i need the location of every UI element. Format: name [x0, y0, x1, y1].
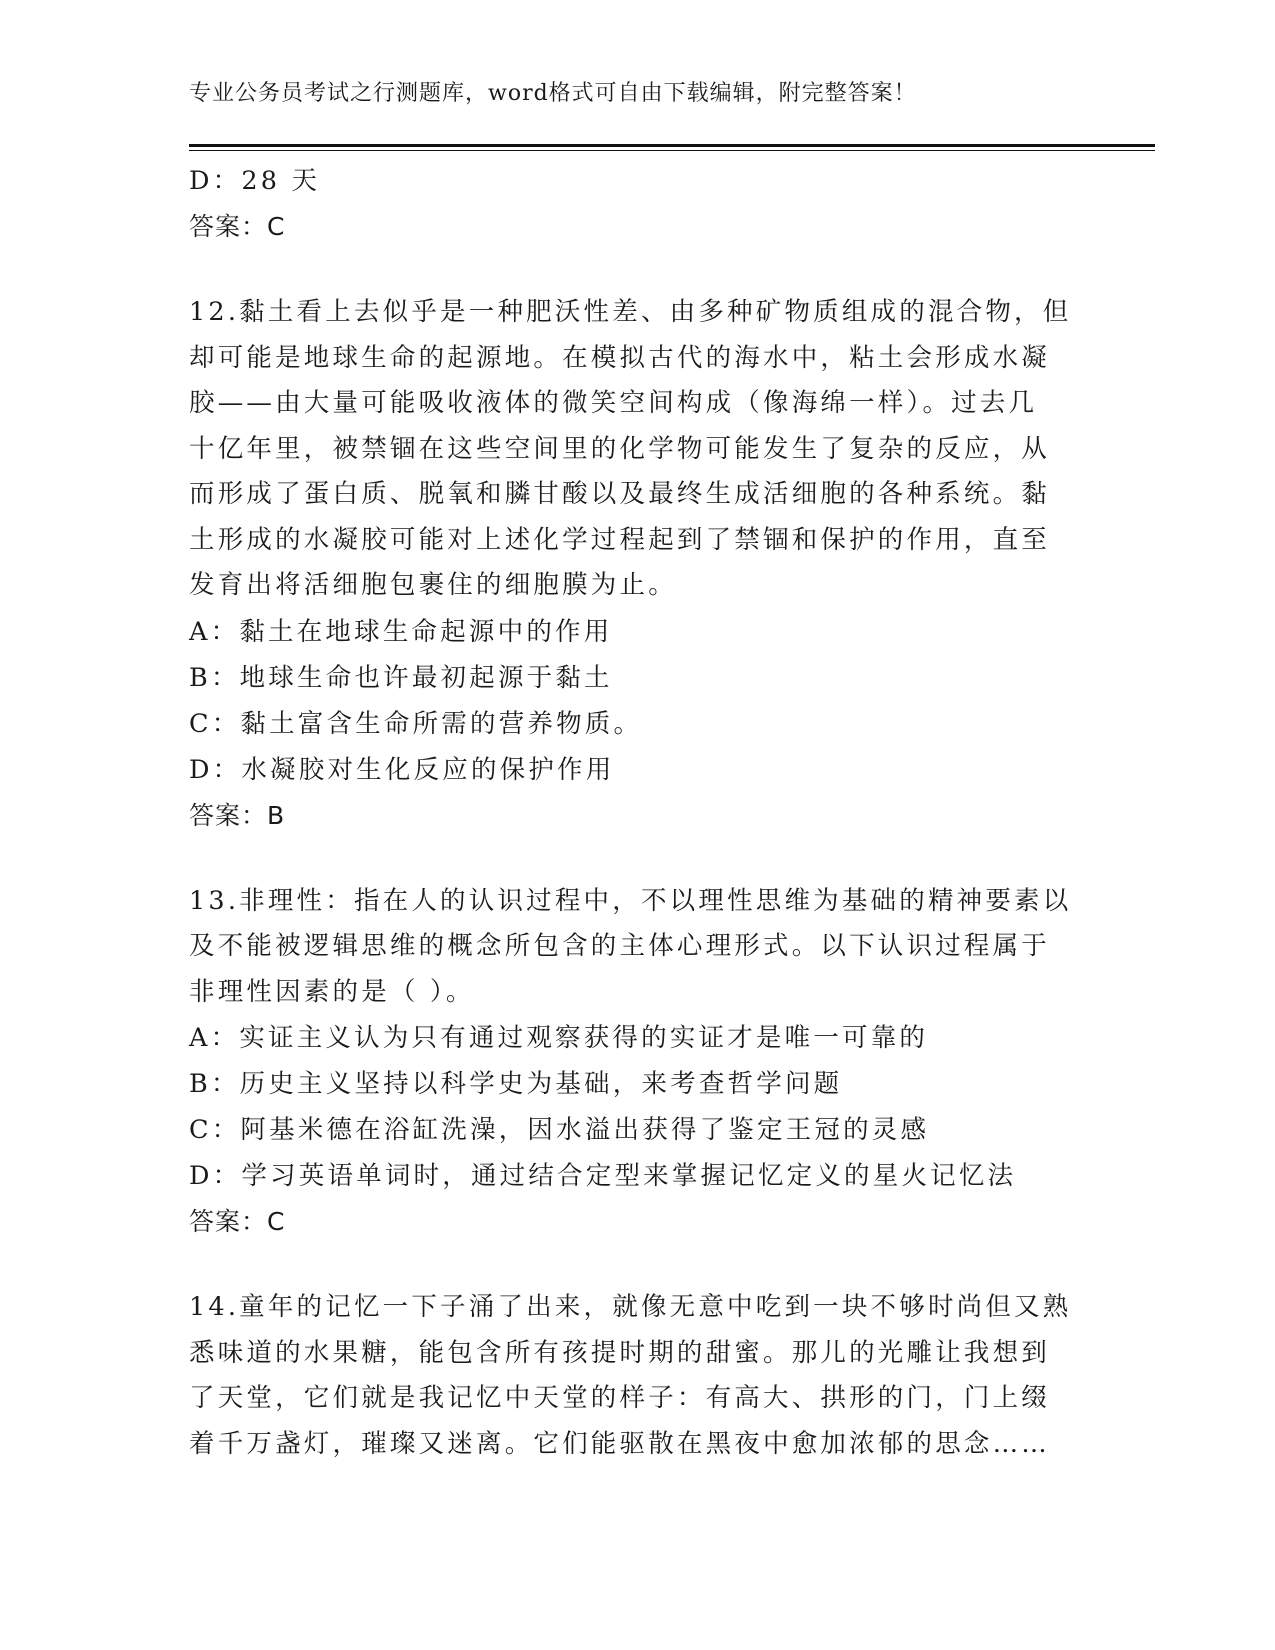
- option-d: D：28 天: [189, 166, 321, 196]
- header-rule-thick: [189, 144, 1155, 147]
- question-stem: [189, 879, 1089, 1016]
- option-a: A：实证主义认为只有通过观察获得的实证才是唯一可靠的: [189, 1023, 929, 1053]
- answer-label: 答案：B: [189, 800, 286, 830]
- question-content: [189, 158, 1089, 1467]
- question-11: [189, 158, 1089, 250]
- answer-label: 答案：C: [189, 212, 286, 241]
- stem-line: 而形成了蛋白质、脱氧和膦甘酸以及最终生成活细胞的各种系统。黏: [189, 479, 1051, 509]
- stem-line: 14.童年的记忆一下子涌了出来，就像无意中吃到一块不够时尚但又熟: [189, 1292, 1072, 1322]
- question-12: [189, 290, 1089, 839]
- option-d: D：学习英语单词时，通过结合定型来掌握记忆定义的星火记忆法: [189, 1161, 1017, 1191]
- stem-line: 十亿年里，被禁锢在这些空间里的化学物可能发生了复杂的反应，从: [189, 433, 1051, 464]
- option-d: D：水凝胶对生化反应的保护作用: [189, 754, 615, 785]
- stem-line: 土形成的水凝胶可能对上述化学过程起到了禁锢和保护的作用，直至: [189, 524, 1051, 555]
- question-14: [189, 1285, 1089, 1467]
- option-b: B：历史主义坚持以科学史为基础，来考查哲学问题: [189, 1069, 843, 1099]
- header-rule-thin: [189, 150, 1155, 151]
- answer-label: 答案：C: [189, 1207, 286, 1236]
- stem-line: 了天堂，它们就是我记忆中天堂的样子：有高大、拱形的门，门上缀: [189, 1383, 1051, 1413]
- option-c: C：黏土富含生命所需的营养物质。: [189, 708, 643, 739]
- stem-line: 及不能被逻辑思维的概念所包含的主体心理形式。以下认识过程属于: [189, 931, 1051, 961]
- page-header: 专业公务员考试之行测题库，word格式可自由下载编辑，附完整答案！: [189, 81, 917, 106]
- question-stem: [189, 1285, 1089, 1467]
- stem-line: 12.黏土看上去似乎是一种肥沃性差、由多种矿物质组成的混合物，但: [189, 297, 1072, 327]
- stem-line: 胶——由大量可能吸收液体的微笑空间构成（像海绵一样）。过去几: [189, 388, 1038, 418]
- option-c: C：阿基米德在浴缸洗澡，因水溢出获得了鉴定王冠的灵感: [189, 1115, 930, 1145]
- spacer: [189, 250, 1089, 290]
- stem-line: 发育出将活细胞包裹住的细胞膜为止。: [189, 570, 677, 600]
- question-13: [189, 879, 1089, 1246]
- stem-line: 非理性因素的是（ ）。: [189, 976, 475, 1007]
- option-a: A：黏土在地球生命起源中的作用: [189, 616, 613, 647]
- spacer: [189, 1245, 1089, 1285]
- stem-line: 悉味道的水果糖，能包含所有孩提时期的甜蜜。那儿的光雕让我想到: [189, 1337, 1051, 1368]
- stem-line: 13.非理性：指在人的认识过程中，不以理性思维为基础的精神要素以: [189, 885, 1072, 916]
- stem-line: 却可能是地球生命的起源地。在模拟古代的海水中，粘土会形成水凝: [189, 342, 1051, 373]
- stem-line: 着千万盏灯，璀璨又迷离。它们能驱散在黑夜中愈加浓郁的思念……: [189, 1428, 1051, 1459]
- question-stem: [189, 290, 1089, 609]
- spacer: [189, 839, 1089, 879]
- option-b: B：地球生命也许最初起源于黏土: [189, 662, 613, 693]
